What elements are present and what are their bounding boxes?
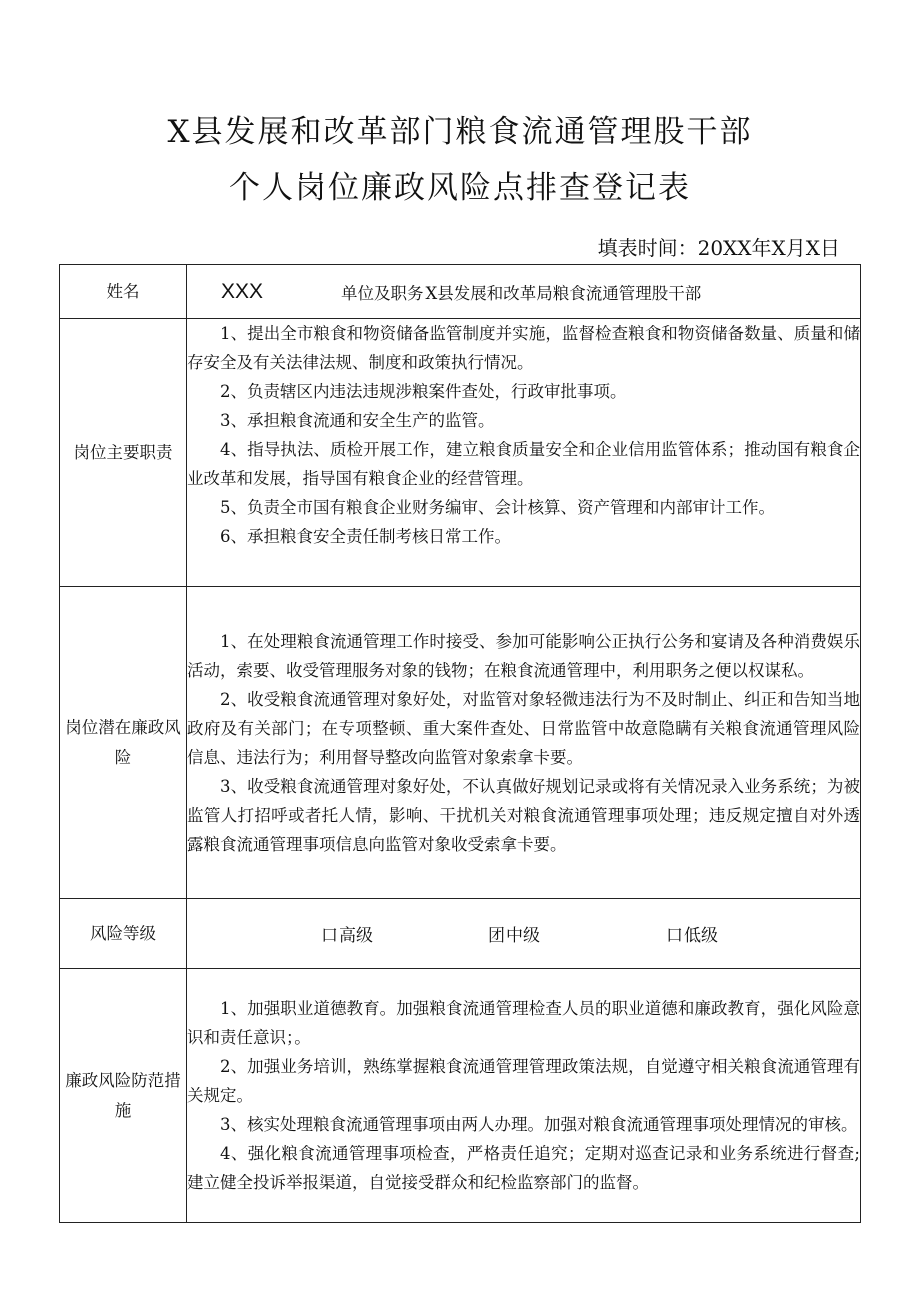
- level-row: [60, 899, 861, 969]
- checkbox-icon: 口: [321, 926, 338, 946]
- duties-label: 岗位主要职责: [60, 319, 187, 587]
- name-label: 姓名: [60, 265, 187, 319]
- measure-item: 1、加强职业道德教育。加强粮食流通管理检查人员的职业道德和廉政教育，强化风险意识和责任意识；。: [187, 999, 860, 1047]
- measures-row: [60, 969, 861, 1223]
- name-value: XXX: [221, 279, 264, 303]
- duties-content: [187, 319, 861, 587]
- duty-item: 1、提出全市粮食和物资储备监管制度并实施，监督检查粮食和物资储备数量、质量和储存安全及有关法律法规、制度和政策执行情况。: [187, 324, 860, 372]
- unit-label: 单位及职务: [341, 283, 424, 303]
- measure-item: 4、强化粮食流通管理事项检查，严格责任追究；定期对巡查记录和业务系统进行督查;建立健全投诉举报渠道，自觉接受群众和纪检监察部门的监督。: [187, 1144, 860, 1192]
- risks-label: 岗位潜在廉政风险: [60, 587, 187, 899]
- duty-item: 6、承担粮食安全责任制考核日常工作。: [220, 527, 511, 546]
- risk-registration-form: [59, 264, 861, 1223]
- level-option-label: 中级: [506, 926, 540, 946]
- duty-item: 3、承担粮食流通和安全生产的监管。: [220, 411, 495, 430]
- level-option-medium[interactable]: [488, 921, 540, 946]
- level-option-low[interactable]: [666, 921, 718, 946]
- duty-item: 2、负责辖区内违法违规涉粮案件查处，行政审批事项。: [220, 382, 627, 401]
- risks-row: [60, 587, 861, 899]
- checked-box-icon: 团: [488, 926, 505, 946]
- risk-item: 3、收受粮食流通管理对象好处，不认真做好规划记录或将有关情况录入业务系统；为被监管人打招呼或者托人情，影响、干扰机关对粮食流通管理事项处理；违反规定擅自对外透露粮食流通管理事项信息向监管对象收受索拿卡要。: [187, 776, 860, 854]
- measure-item: 3、核实处理粮食流通管理事项由两人办理。加强对粮食流通管理事项处理情况的审核。: [220, 1115, 858, 1134]
- measure-item: 2、加强业务培训，熟练掌握粮食流通管理管理政策法规，自觉遵守相关粮食流通管理有关规定。: [187, 1057, 860, 1105]
- risks-content: [187, 587, 861, 899]
- measures-content: [187, 969, 861, 1223]
- risk-item: 2、收受粮食流通管理对象好处，对监管对象轻微违法行为不及时制止、纠正和告知当地政府及有关部门；在专项整顿、重大案件查处、日常监管中故意隐瞒有关粮食流通管理风险信息、违法行为；利用督导整改向监管对象索拿卡要。: [187, 689, 860, 767]
- duties-row: [60, 319, 861, 587]
- measures-label: 廉政风险防范措施: [60, 969, 187, 1223]
- checkbox-icon: 口: [666, 926, 683, 946]
- fill-time: 填表时间：20XX年X月X日: [597, 236, 840, 260]
- level-option-label: 低级: [684, 926, 718, 946]
- risk-item: 1、在处理粮食流通管理工作时接受、参加可能影响公正执行公务和宴请及各种消费娱乐活动，索要、收受管理服务对象的钱物；在粮食流通管理中，利用职务之便以权谋私。: [187, 631, 860, 680]
- level-label: 风险等级: [60, 899, 187, 969]
- duty-item: 5、负责全市国有粮食企业财务编审、会计核算、资产管理和内部审计工作。: [220, 498, 775, 517]
- name-row: [60, 265, 861, 319]
- level-options: [187, 899, 861, 969]
- duty-item: 4、指导执法、质检开展工作，建立粮食质量安全和企业信用监管体系；推动国有粮食企业改革和发展，指导国有粮食企业的经营管理。: [187, 440, 860, 488]
- name-unit-cell: [187, 265, 861, 319]
- document-title-line1: X县发展和改革部门粮食流通管理股干部: [167, 114, 753, 150]
- document-title-line2: 个人岗位廉政风险点排查登记表: [229, 170, 691, 206]
- level-option-high[interactable]: [321, 921, 373, 946]
- level-option-label: 高级: [339, 926, 373, 946]
- unit-value: X县发展和改革局粮食流通管理股干部: [425, 283, 702, 303]
